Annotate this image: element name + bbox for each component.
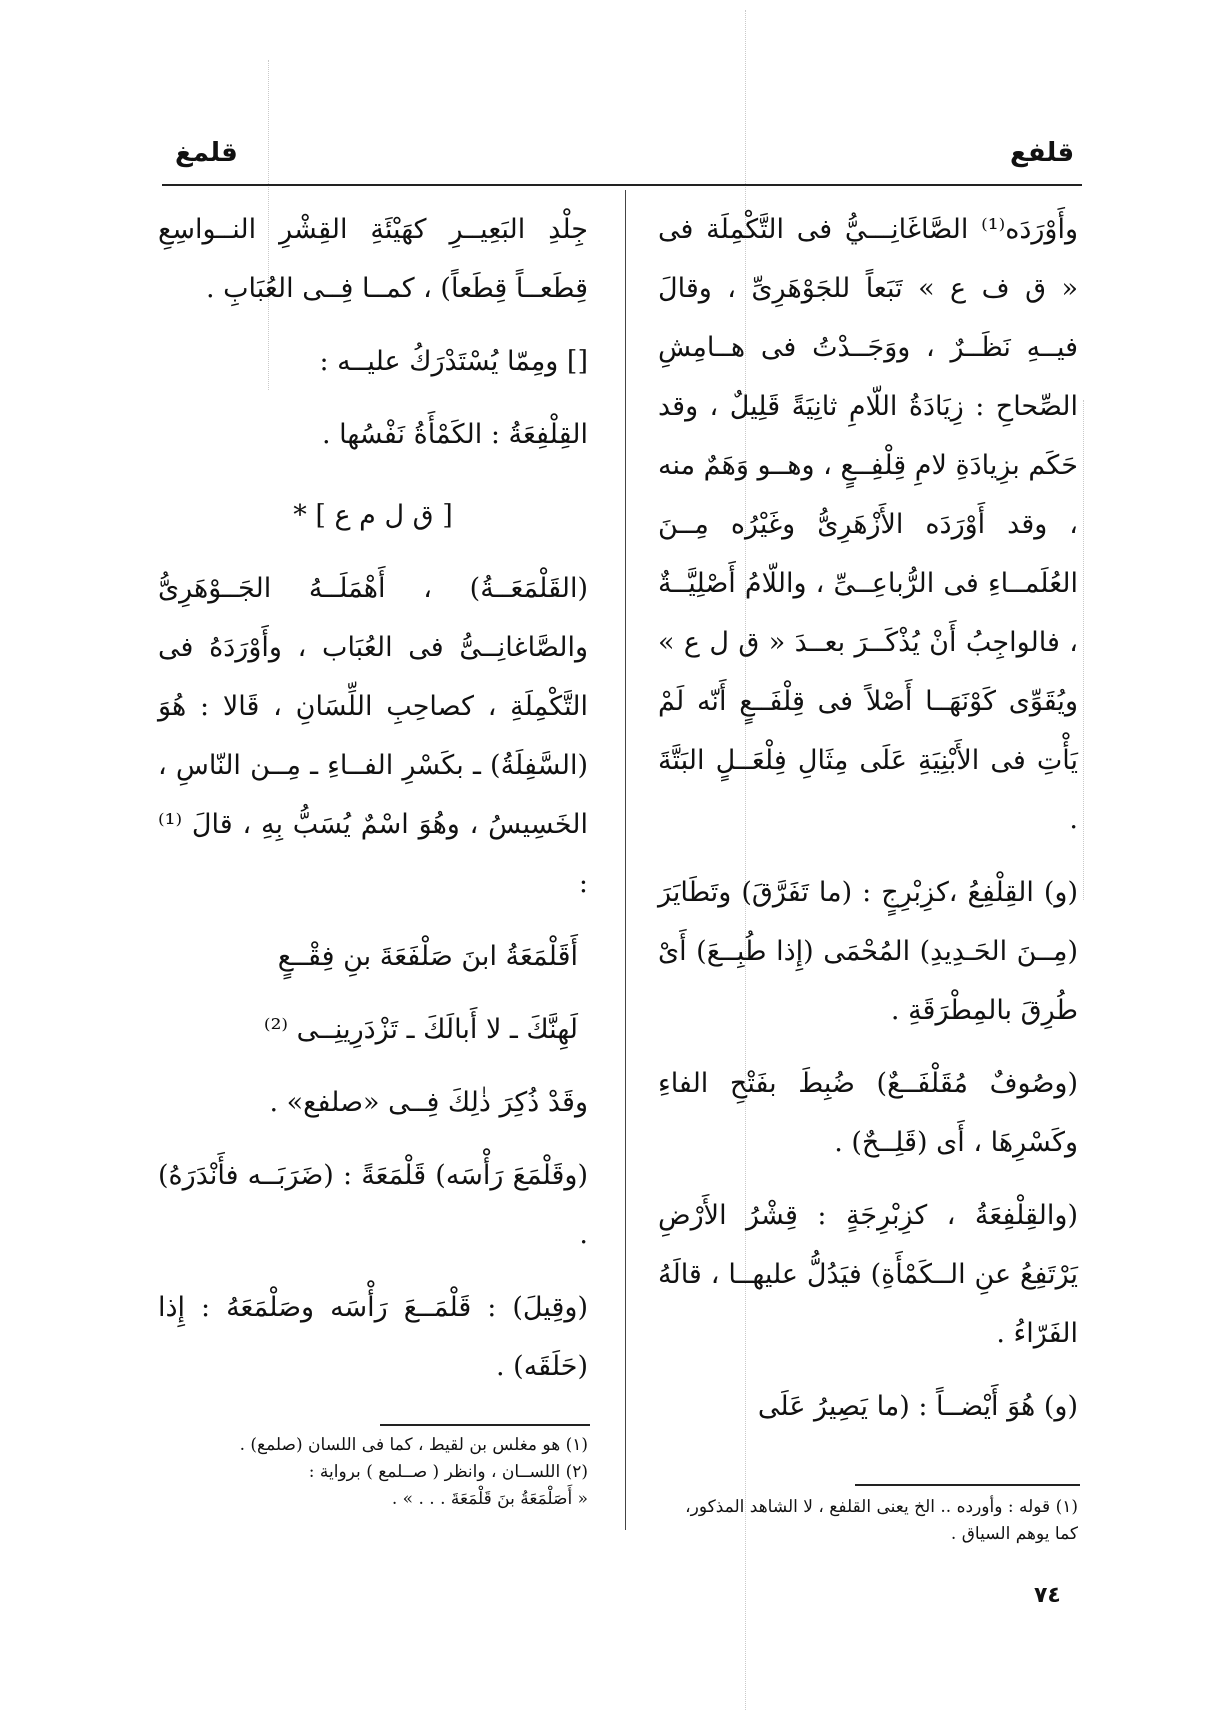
entry-paragraph: (والقِلْفِعَةُ ، كزِبْرِجَةٍ : قِشْرُ الأَرْضِ يَرْتَفِعُ عنِ الــكَمْأَةِ) فيَدُلُّ عليهــا ، قالَهُ الفَرّاءُ . [658, 1200, 1078, 1349]
entry-paragraph: (و) هُوَ أَيْضــاً : (ما يَصِيرُ عَلَى [757, 1391, 1078, 1422]
entry-paragraph: (و) القِلْفِعُ ،كزِبْرِجٍ : (ما تَفَرَّقَ) وتَطَايَرَ (مِــنَ الحَـدِيدِ) المُحْمَى (إِذا طُبِــعَ) أَىْ طُرِقَ بالمِطْرَقَةِ . [658, 877, 1078, 1026]
footnote: (٢) اللســان ، وانظر ( صــلمع ) برواية : [308, 1462, 588, 1482]
section-heading: [ ق ل م ع ] * [293, 500, 453, 531]
footnote: « أَصَلْمَعَةُ بنَ قَلْمَعَةَ . . . » . [391, 1489, 588, 1509]
entry-paragraph: القِلْفِعَةُ : الكَمْأَةُ نَفْسُها . [321, 419, 588, 450]
column-divider [625, 190, 626, 1530]
entry-paragraph: [] ومِمّا يُسْتَدْرَكُ عليــه : [319, 346, 588, 377]
footnote-rule [855, 1484, 1080, 1486]
right-column [658, 200, 1078, 1450]
running-header-right: قلفع [1010, 138, 1075, 168]
left-column [158, 200, 588, 1410]
verse-line: أَقَلْمَعَةُ ابنَ صَلْفَعَةَ بنِ فِقْــعٍ [277, 941, 578, 972]
footnotes-right [658, 1494, 1078, 1548]
verse-line: لَهِنَّكَ ـ لا أَبالَكَ ـ تَزْدَرِينِــى ⁽²⁾ [263, 1014, 578, 1045]
entry-paragraph: جِلْدِ البَعِيــرِ كهَيْئَةِ القِشْرِ النــواسِعِ قِطَعــاً قِطَعاً) ، كمــا فِــى العُبَابِ . [158, 214, 588, 304]
running-header-left: قلمغ [175, 138, 238, 168]
footnote-rule [380, 1424, 590, 1426]
entry-paragraph: (القَلْمَعَــةُ) ، أَهْمَلَــهُ الجَــوْهَرِىُّ والصَّاغانِــىُّ فى العُبَاب ، وأَوْرَدَهُ فى التَّكْمِلَةِ ، كصاحِبِ اللِّسَانِ ، قَالا : هُوَ (السَّفِلَةُ) ـ بكَسْرِ الفــاءِ ـ مِــن النّاسِ ، الخَسِيسُ ، وهُوَ اسْمٌ يُسَبُّ بِهِ ، قالَ ⁽¹⁾ : [158, 573, 588, 899]
entry-paragraph: (وقِيلَ) : قَلْمَــعَ رَأْسَه وصَلْمَعَهُ : إِذا (حَلَقَه) . [158, 1292, 588, 1382]
footnote: (١) هو مغلس بن لقيط ، كما فى اللسان (صلمع) . [239, 1435, 588, 1455]
entry-paragraph: وأَوْرَدَه⁽¹⁾ الصَّاغَانِـــيُّ فى التَّكْمِلَة فى « ق ف ع » تَبَعاً للجَوْهَرِىِّ ، وقالَ فيــهِ نَظَــرٌ ، ووَجَــدْتُ فى هــامِشِ الصِّحاحِ : زِيَادَةُ اللّامِ ثانِيَةً قَلِيلٌ ، وقد حَكَم بزِيادَةِ لامِ قِلْفِــعٍ ، وهــو وَهَمٌ منه ، وقد أَوْرَدَه الأَزْهَرِىُّ وغَيْرُه مِــنَ العُلَمــاءِ فى الرُّباعِــىِّ ، واللّامُ أَصْلِيَّــةٌ ، فالواجِبُ أَنْ يُذْكَــرَ بعــدَ « ق ل ع » ويُقَوِّى كَوْنَهَــا أَصْلاً فى قِلْفَــعٍ أَنّه لَمْ يَأْتِ فى الأَبْنِيَةِ عَلَى مِثَالِ فِلْعَــلٍ البَتَّةَ . [658, 214, 1078, 835]
entry-paragraph: (وصُوفٌ مُقَلْفَــعٌ) ضُبِطَ بفَتْحِ الفاءِ وكَسْرِهَا ، أَى (قَلِــحٌ) . [658, 1068, 1078, 1158]
page-number: ٧٤ [1034, 1583, 1061, 1608]
scan-guide-line [1083, 400, 1084, 900]
entry-paragraph: (وقَلْمَعَ رَأْسَه) قَلْمَعَةً : (ضَرَبَــه فأَنْدَرَهُ) . [158, 1160, 588, 1250]
footnote: (١) قوله : وأورده .. الخ يعنى القلفع ، لا الشاهد المذكور، [685, 1497, 1078, 1517]
footnote: كما يوهم السياق . [950, 1524, 1078, 1544]
footnotes-left [158, 1432, 588, 1513]
entry-paragraph: وقَدْ ذُكِرَ ذٰلِكَ فِــى «صلفع» . [269, 1087, 588, 1118]
header-rule [162, 184, 1082, 186]
